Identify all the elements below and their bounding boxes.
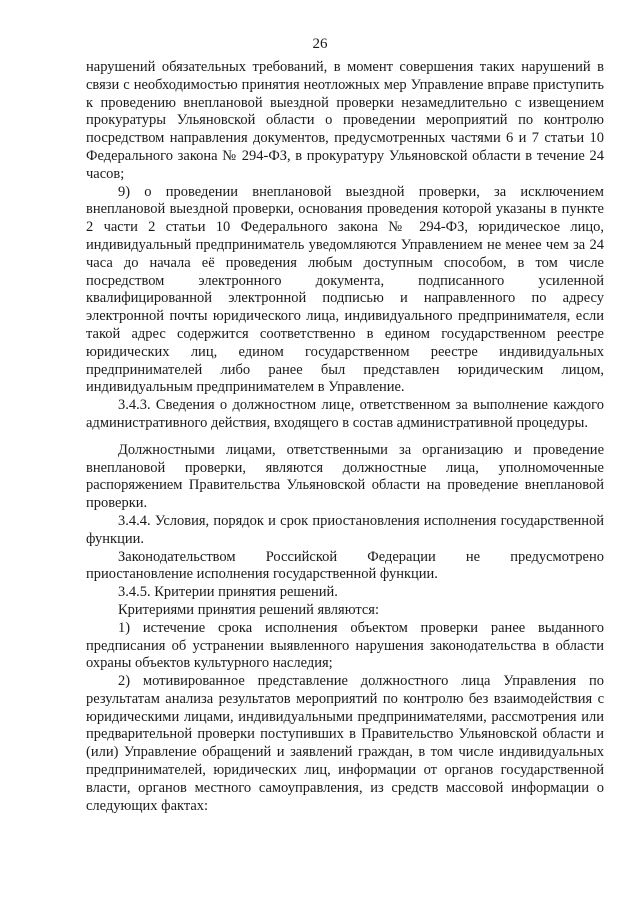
body-text (86, 59, 604, 815)
paragraph-section-3-4-5-heading: 3.4.5. Критерии принятия решений. (118, 584, 338, 601)
page-number: 26 (312, 36, 328, 52)
paragraph-responsible-officials: Должностными лицами, ответственными за организацию и проведение внеплановой проверки, являются должностные лица, уполномоченные распоряжением Правительства Ульяновской области на проведение внеплановой проверки. (86, 441, 604, 512)
paragraph-criterion-1: 1) истечение срока исполнения объектом проверки ранее выданного предписания об устранении выявленного нарушения законодательства в области охраны объектов культурного наследия; (86, 619, 604, 672)
paragraph-section-3-4-3-heading: 3.4.3. Сведения о должностном лице, ответственном за выполнение каждого административного действия, входящего в состав административной процедуры. (86, 397, 604, 431)
paragraph-section-3-4-4-heading: 3.4.4. Условия, порядок и срок приостановления исполнения государственной функции. (86, 512, 604, 547)
paragraph-violation-continuation: нарушений обязательных требований, в момент совершения таких нарушений в связи с необходимостью принятия неотложных мер Управление вправе приступить к проведению внеплановой выездной проверки незамедлительно с извещением прокуратуры Ульяновской области о проведении мероприятий по контролю посредством направления документов, предусмотренных частями 6 и 7 статьи 10 Федерального закона № 294-ФЗ, в прокуратуру Ульяновской области в течение 24 часов; (86, 59, 604, 182)
paragraph-criterion-2: 2) мотивированное представление должностного лица Управления по результатам анализа результатов мероприятий по контролю без взаимодействия с юридическими лицами, индивидуальными предпринимателями, рассмотрения или предварительной проверки поступивших в Правительство Ульяновской области и (или) Управление обращений и заявлений граждан, в том числе индивидуальных предпринимателей, юридических лиц, информации от органов государственной власти, органов местного самоуправления, из средств массовой информации о следующих фактах: (86, 673, 604, 814)
paragraph-no-suspension: Законодательством Российской Федерации не предусмотрено приостановление исполнения государственной функции. (86, 548, 604, 583)
paragraph-criteria-intro: Критериями принятия решений являются: (118, 601, 379, 618)
paragraph-item-9-notification: 9) о проведении внеплановой выездной проверки, за исключением внеплановой выездной проверки, основания проведения которой указаны в пункте 2 части 2 статьи 10 Федерального закона № 294-ФЗ, юридическое лицо, индивидуальный предприниматель уведомляются Управлением не менее чем за 24 часа до начала её проведения любым доступным способом, в том числе посредством электронного документа, подписанного усиленной квалифицированной электронной подписью и направленного по адресу электронной почты юридического лица, индивидуального предпринимателя, если такой адрес содержится соответственно в едином государственном реестре юридических лиц, едином государственном реестре индивидуальных предпринимателей либо ранее был представлен юридическим лицом, индивидуальным предпринимателем в Управление. (86, 183, 604, 396)
